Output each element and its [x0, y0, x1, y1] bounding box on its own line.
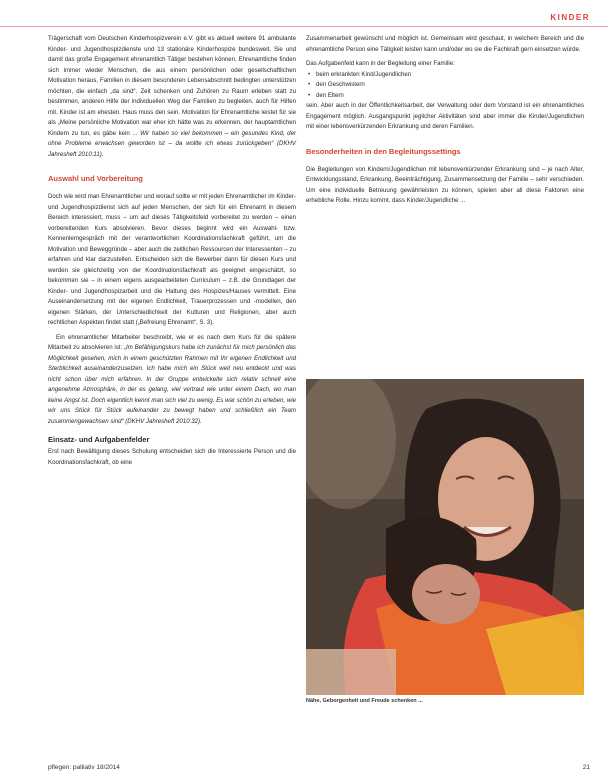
paragraph: [48, 333, 296, 428]
section-kicker: KINDER: [550, 13, 590, 22]
quote-text: Wir haben so viel bekommen – ein gesundes Kind, der ohne Probleme erwachsen geworden ist – da wollte ich etwas zurückgeben“ (DKHV Jahresheft 2010:11).: [48, 129, 296, 158]
paragraph: Die Begleitungen von Kindern/Jugendlichen mit lebensverkürzender Erkrankung sind – je nach Alter, Entwicklungsstand, Erkrankung, Beeinträchtigung, Zusammensetzung der Familie – sehr verschieden. Um eine individuelle Betreuung gewährleisten zu können, spielen aber all diese Faktoren eine erhebliche Rolle. Hinzu kommt, dass Kinder/Jugendliche ...: [306, 165, 584, 204]
quote-text: „Im Befähigungskurs habe ich zunächst für mich persönlich das Möglichkeit gesehen, mich in einem geschützten Rahmen mit Ihr eigenen Endlichkeit und Sterblichkeit auseinanderzusetzen. Ich habe mich ein Stück weit neu entdeckt und was nicht schon über mich erfahren. In der Gruppe entwickelte sich relativ schnell eine angenehme Atmosphäre, in der es gelang, viel vertraut wie unter einem Dach, wo man keine Angst ist. Doch eigentlich kennt man sich viel zu wenig. Es war schön zu erleben, wie wir uns Stück für Stück aufeinander zu bewegt haben und schließlich ein Team zusammengewachsen sind“ (DKHV Jahresheft 2010:32).: [48, 344, 296, 425]
page-number: 21: [582, 764, 590, 771]
bullet-list: [306, 70, 584, 102]
section-heading: Auswahl und Vorbereitung: [48, 174, 143, 183]
list-item: • den Geschwistern: [316, 80, 584, 91]
photo-illustration: [306, 379, 584, 695]
section-heading: Besonderheiten in den Begleitungssettings: [306, 146, 461, 156]
list-item: • beim erkrankten Kind/Jugendlichen: [316, 70, 584, 81]
section-heading: Einsatz- und Aufgabenfelder: [48, 435, 150, 444]
photo-caption: Nähe, Geborgenheit und Freude schenken ...: [306, 698, 423, 704]
paragraph: Das Aufgabenfeld kann in der Begleitung einer Familie:: [306, 60, 455, 67]
paragraph: Erst nach Bewältigung dieses Schulung entscheiden sich die Interessierte Person und die Koordinationsfachkraft, ob eine: [48, 448, 296, 466]
header-rule: [0, 26, 608, 27]
footer-publication: pflegen: palliativ 18/2014: [48, 764, 120, 771]
paragraph: Zusammenarbeit gewünscht und möglich ist. Gemeinsam wird geschaut, in welchem Bereich und die ehrenamtliche Person eine Tätigkeit leisten kann und/oder wo sie die Fachkraft gern einsetzen würde.: [306, 35, 584, 53]
list-item: • den Eltern: [316, 91, 584, 102]
paragraph-text: Trägerschaft vom Deutschen Kinderhospizverein e.V. gibt es aktuell weitere 91 ambulante Kinder- und Jugendhospizdienste und 13 stationäre Kinderhospize bundesweit. Sie und damit das große Engagement ehrenamtlich Tätiger bestehen können. Ehrenamtliche finden sich immer wieder Menschen, die aus einem persönlichen oder gesellschaftlichen Motivation heraus, Familien in diesem besonderen Lebensabschnitt bedingten unterstützen möchten, die einfach „da sind“. Zeit schenken und Zuhören zu Raum erleben statt zu bestimmen, anderen Hilfe der individuellen Weg der Familien zu begleiten. auch für Hilfen mit. Kinder ist am ehesten. Haus muss den sein. Motivation für Ehrenamtliche leistet für sie als „Meine persönliche Motivation war eher ich hätte was zu erkennen, der hauptamtlichen Kindern zu tun, es gäbe kein ...: [48, 35, 296, 137]
paragraph-text: Ein ehrenamtlicher Mitarbeiter beschreibt, wie er es nach dem Kurs für die spätere Mitarbeit zu absolvieren ist:: [48, 333, 296, 351]
paragraph: [48, 34, 296, 160]
paragraph: Doch wie wird man Ehrenamtlicher und worauf sollte er mit jeden Ehrenamtlicher im Kinder- und Jugendhospizdienst sich auf jeden Menschen, der sich für ein Ehrenamt in diesem Bereich interessiert, muss – um auf dieses Tätigkeitsfeld vorbereitet zu werden – einen vorbereitenden Kurs absolvieren. Bevor dieses beginnt wird ein Auswahl- bzw. Kennenlerngespräch mit der verantwortlichen Koordinationsfachkraft geführt, um die Motivation und Beweggründe – aber auch die zeitlichen Ressourcen der Interessenten – zu erfahren und klar darzustellen. Entscheiden sich die Bewerber dann für diesen Kurs und werden sie gleichzeitig von der Koordinationsfachkraft als geeignet eingeschätzt, so bekommen sie – in einem eigens ausgearbeiteten Curriculum – z.B. die Grundlagen der Kinder- und Jugendhospizarbeit und die Haltung des Hospizes/Hauses vermittelt. Eine Auseinandersetzung mit der eigenen Endlichkeit, Trauerprozessen und -modellen, den eigenen Stärken, der Unterschiedlichkeit der Kulturen und Religionen, aber auch rechtlichen Aspekten findet statt („Befreiung Ehrenamt“, S. 3).: [48, 193, 296, 326]
paragraph: sein. Aber auch in der Öffentlichkeitsarbeit, der Verwaltung oder dem Vorstand ist ein ehrenamtliches Engagement möglich. Ausgangspunkt jeglicher Aktivitäten sind aber immer die Kinder/Jugendlichen mit einer lebensverkürzenden Erkrankung und deren Familien.: [306, 102, 584, 130]
left-column: [48, 34, 296, 472]
photo-mother-child: [306, 379, 584, 695]
right-column: [306, 34, 584, 211]
